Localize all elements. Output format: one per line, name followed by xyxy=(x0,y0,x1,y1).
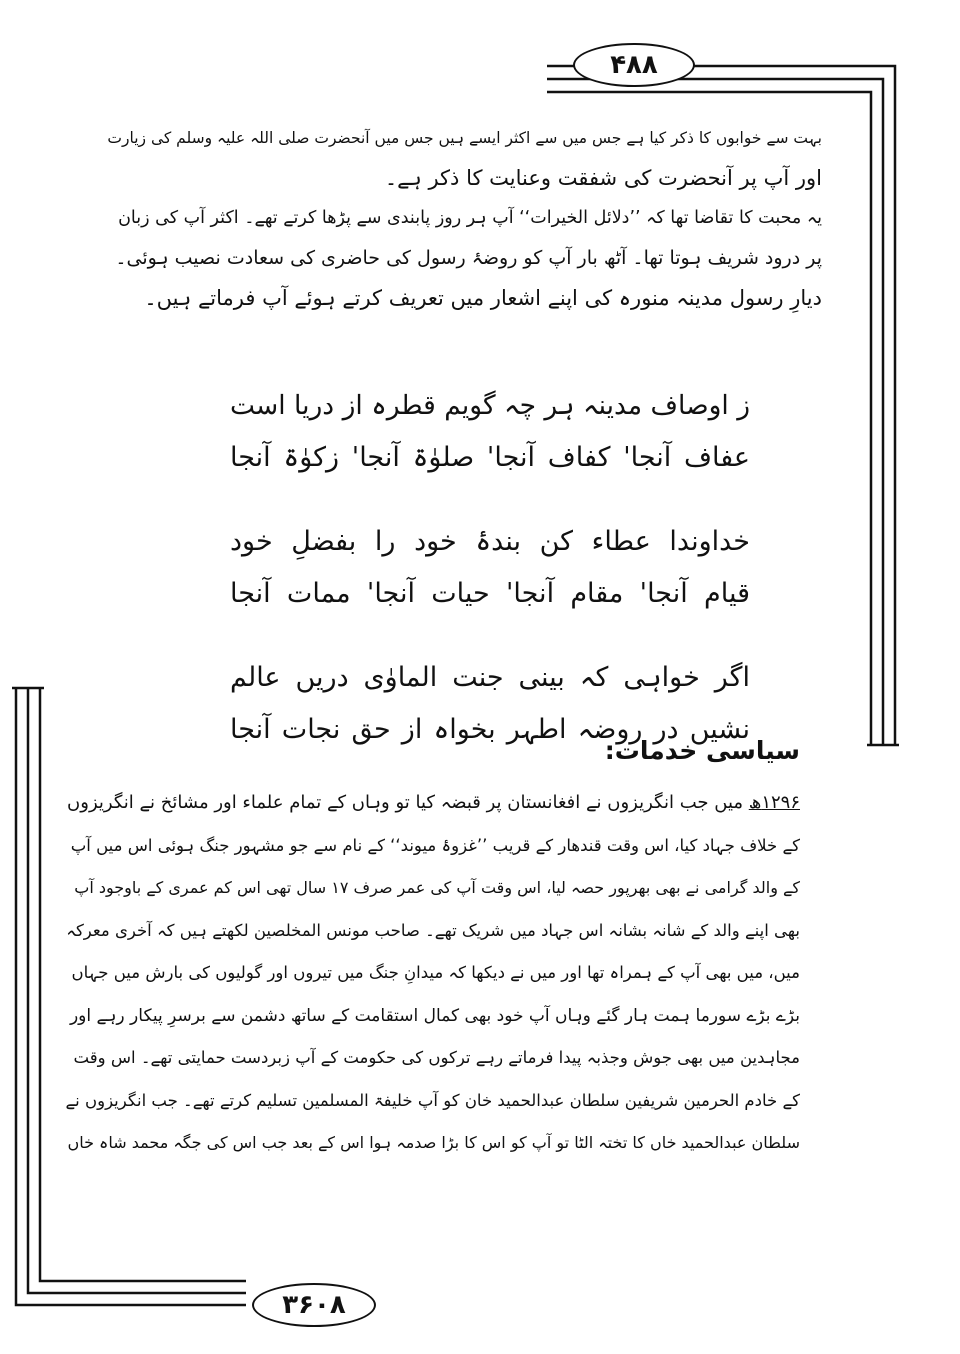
page-number-bottom: ۳۶۰۸ xyxy=(252,1283,376,1327)
text-line: کے والد گرامی نے بھی بھرپور حصہ لیا، اس وقت آپ کی عمر صرف ۱۷ سال تھی اس کم عمری کے باوجود آپ xyxy=(74,878,800,897)
text-line: مجاہدین میں بھی جوش وجذبہ پیدا فرماتے رہے ترکوں کی حکومت کے آپ زبردست حمایتی تھے۔ اس وقت xyxy=(73,1048,800,1067)
top-paragraph xyxy=(107,118,822,318)
bottom-paragraph xyxy=(60,782,800,1165)
text-line: دیارِ رسول مدینہ منورہ کی اپنے اشعار میں تعریف کرتے ہوئے آپ فرماتے ہیں۔ xyxy=(144,286,822,310)
text-line xyxy=(60,782,800,825)
text-line: اور آپ پر آنحضرت کی شفقت وعنایت کا ذکر ہے۔ xyxy=(384,166,822,190)
text-line: یہ محبت کا تقاضا تھا کہ ’’دلائل الخیرات‘‘ آپ ہر روز پابندی سے پڑھا کرتے تھے۔ اکثر آپ کی زبان xyxy=(118,208,822,228)
text-line: سلطان عبدالحمید خاں کا تختہ الٹا تو آپ کو اس کا بڑا صدمہ ہوا اس کے بعد جب اس کی جگہ محمد شاہ خاں xyxy=(67,1133,800,1152)
poem-verse: اگر خواہی کہ بینی جنت الماوٰی دریں عالم xyxy=(230,662,750,693)
year-highlight: ۱۲۹۶ھ xyxy=(748,792,800,813)
text-line: کے خلاف جہاد کیا، اس وقت قندھار کے قریب ’’غزوۂ میوند‘‘ کے نام سے جو مشہور جنگ ہوئی اس میں آپ xyxy=(70,835,800,855)
text-line-rest: میں جب انگریزوں نے افغانستان پر قبضہ کیا تو وہاں کے تمام علماء اور مشائخ نے انگریزوں xyxy=(67,792,749,813)
text-line: بڑے بڑے سورما ہمت ہار گئے وہاں آپ خود بھی کمال استقامت کے ساتھ دشمن سے برسرِ پیکار رہے اور xyxy=(69,1005,800,1026)
text-line: بہت سے خوابوں کا ذکر کیا ہے جس میں سے اکثر ایسے ہیں جس میں آنحضرت صلی اللہ علیہ وسلم کی زیارت xyxy=(107,129,822,147)
text-line: پر درود شریف ہوتا تھا۔ آٹھ بار آپ کو روضۂ رسول کی حاضری کی سعادت نصیب ہوئی۔ xyxy=(115,247,822,269)
poem-verse: عفاف آنجا' کفاف آنجا' صلوٰۃ آنجا' زکوٰۃ آنجا xyxy=(230,442,750,473)
page-number-top: ۴۸۸ xyxy=(573,43,695,87)
text-line: بھی اپنے والد کے شانہ بشانہ اس جہاد میں شریک تھے۔ صاحب مونس المخلصین لکھتے ہیں کہ آخری معرکہ xyxy=(66,920,800,940)
poem-verse: نشیں در روضہ اطہر بخواہ از حق نجات آنجا xyxy=(230,714,750,745)
poem-verse: قیام آنجا' مقام آنجا' حیات آنجا' ممات آنجا xyxy=(230,578,750,609)
poem-verse: خداوندا عطاء کن بندۂ خود را بفضلِ خود xyxy=(230,526,750,557)
section-heading: سیاسی خدمات: xyxy=(604,736,800,765)
persian-poem xyxy=(230,380,750,756)
text-line: میں، میں بھی آپ کے ہمراہ تھا اور میں نے دیکھا کہ میدانِ جنگ میں تیروں اور گولیوں کی بارش میں جہاں xyxy=(71,963,800,982)
text-line: کے خادم الحرمین شریفین سلطان عبدالحمید خان کو آپ خلیفۃ المسلمین تسلیم کرتے تھے۔ جب انگریزوں نے xyxy=(65,1090,800,1110)
poem-verse: ز اوصاف مدینہ ہر چہ گویم قطرہ از دریا است xyxy=(230,390,750,421)
